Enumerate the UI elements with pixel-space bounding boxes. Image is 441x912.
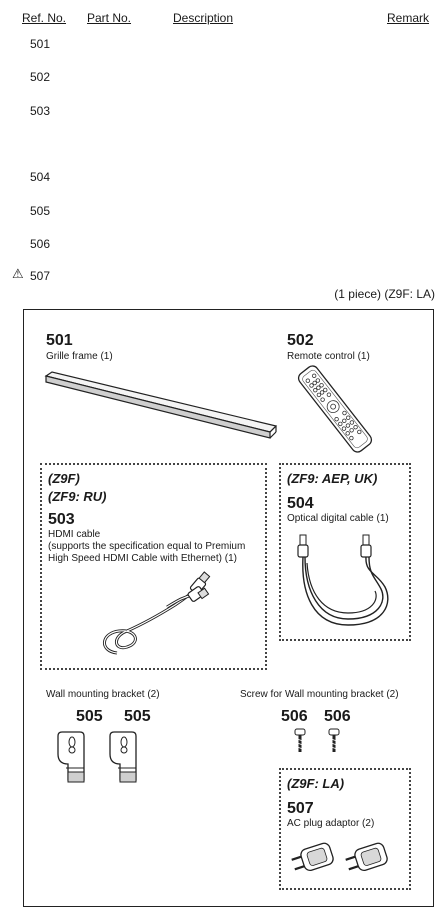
part-503-label-2: (supports the specification equal to Premium <box>48 541 246 552</box>
remark-note: (1 piece) (Z9F: LA) <box>334 287 435 301</box>
wall-bracket-illustration-a <box>54 728 90 788</box>
header-description: Description <box>173 11 234 25</box>
optical-cable-illustration <box>293 533 403 633</box>
wall-bracket-illustration-b <box>106 728 142 788</box>
ref-row-505: 505 <box>30 204 51 218</box>
part-503-number: 503 <box>48 511 75 528</box>
hdmi-cable-illustration <box>97 571 217 661</box>
ref-row-507: 507 <box>30 269 51 283</box>
screw-illustration-b <box>326 728 342 754</box>
part-503-label-1: HDMI cable <box>48 529 101 540</box>
parts-illustration-frame <box>23 309 434 907</box>
grille-frame-illustration <box>44 370 279 440</box>
part-505-number-b: 505 <box>124 708 151 725</box>
header-ref-no: Ref. No. <box>22 11 67 25</box>
part-505-number-a: 505 <box>76 708 103 725</box>
ref-row-502: 502 <box>30 70 51 84</box>
hdmi-cable-box <box>40 463 267 670</box>
ref-row-503: 503 <box>30 104 51 118</box>
remote-control-illustration <box>290 366 380 452</box>
part-506-number-b: 506 <box>324 708 351 725</box>
part-504-region-tag: (ZF9: AEP, UK) <box>287 471 378 486</box>
part-503-region-tag-1: (Z9F) <box>48 471 80 486</box>
part-501-label: Grille frame (1) <box>46 351 113 362</box>
warning-icon: ⚠ <box>12 266 24 281</box>
ref-row-504: 504 <box>30 170 51 184</box>
optical-cable-box <box>279 463 411 641</box>
header-part-no: Part No. <box>87 11 132 25</box>
part-507-number: 507 <box>287 800 314 817</box>
ac-plug-adaptor-box <box>279 768 411 890</box>
ref-row-501: 501 <box>30 37 51 51</box>
part-506-number-a: 506 <box>281 708 308 725</box>
part-507-region-tag: (Z9F: LA) <box>287 776 345 791</box>
part-501-number: 501 <box>46 332 73 349</box>
part-503-label-3: High Speed HDMI Cable with Ethernet) (1) <box>48 553 237 564</box>
part-502-number: 502 <box>287 332 314 349</box>
screw-illustration-a <box>292 728 308 754</box>
header-remark: Remark <box>387 11 430 25</box>
part-505-label: Wall mounting bracket (2) <box>46 689 160 700</box>
part-504-label: Optical digital cable (1) <box>287 513 389 524</box>
part-504-number: 504 <box>287 495 314 512</box>
part-503-region-tag-2: (ZF9: RU) <box>48 489 107 504</box>
ac-plug-adaptor-illustration <box>289 836 404 884</box>
part-506-label: Screw for Wall mounting bracket (2) <box>240 689 399 700</box>
part-507-label: AC plug adaptor (2) <box>287 818 375 829</box>
part-502-label: Remote control (1) <box>287 351 370 362</box>
ref-row-506: 506 <box>30 237 51 251</box>
